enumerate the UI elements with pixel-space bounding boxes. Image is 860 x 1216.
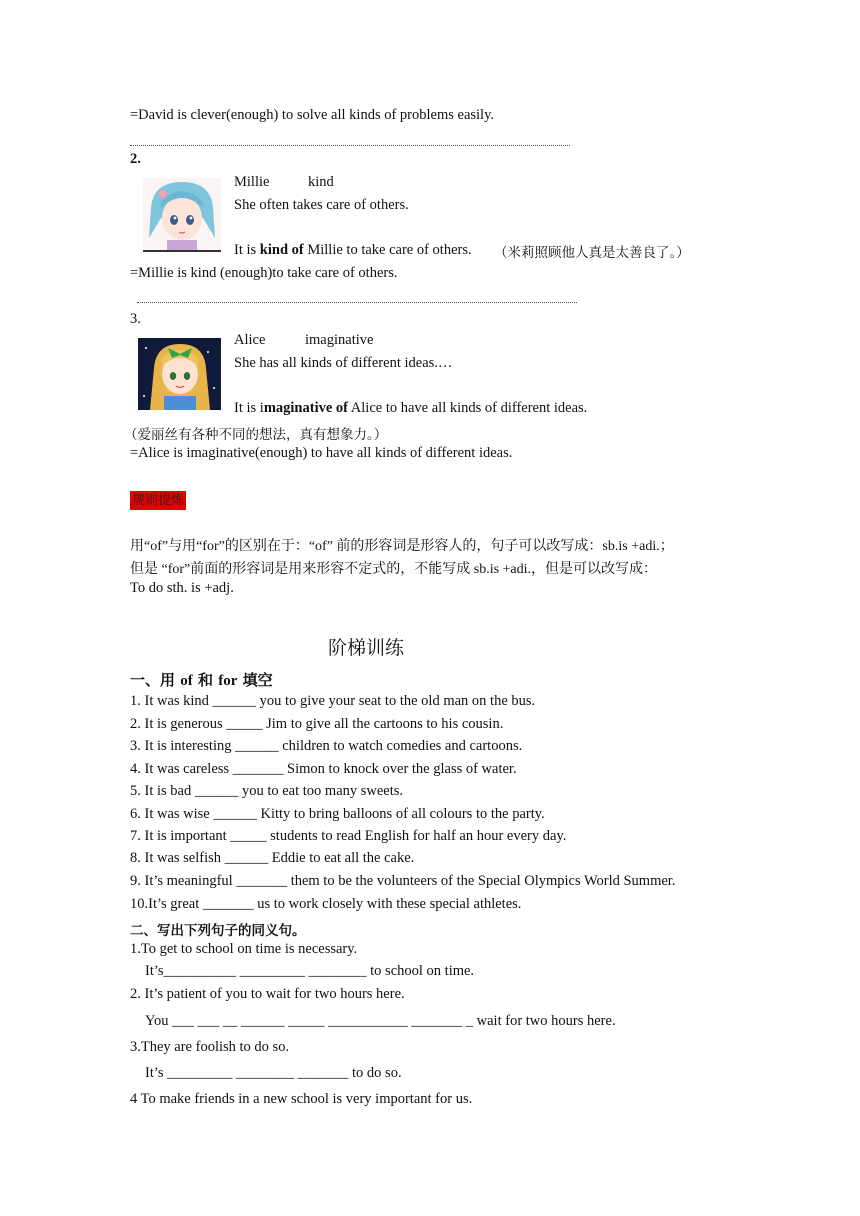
sentence-bold-part: maginative of xyxy=(263,400,348,416)
rule-label: 规则提炼 xyxy=(132,493,185,508)
alice-portrait xyxy=(138,338,221,410)
exercise-item-9: 9. It’s meaningful _______ them to be the volunteers of the Special Olympics World Summer. xyxy=(130,873,676,889)
example-3-translation: （爱丽丝有各种不同的想法，真有想象力。） xyxy=(124,427,388,443)
example-2-equivalent: =Millie is kind (enough)to take care of others. xyxy=(130,265,398,281)
example-3-description: She has all kinds of different ideas.… xyxy=(234,355,453,371)
rule-line-1: 用“of”与用“for”的区别在于：“of” 前的形容词是形容人的，句子可以改写成：sb.is +adi.； xyxy=(130,539,674,554)
exercise-item-3: 3. It is interesting ______ children to watch comedies and cartoons. xyxy=(130,738,523,754)
rule-line-3: To do sth. is +adj. xyxy=(130,580,234,596)
example-3-name: Alice xyxy=(234,332,266,348)
example-3-equivalent: =Alice is imaginative(enough) to have all kinds of different ideas. xyxy=(130,445,513,461)
rewrite-item-4: 4 To make friends in a new school is very important for us. xyxy=(130,1091,473,1107)
part-1-title-of: of xyxy=(180,673,193,689)
example-3-adjective: imaginative xyxy=(305,332,374,348)
part-1-title-for: for xyxy=(218,673,238,689)
part-1-title xyxy=(130,669,273,690)
example-2-adjective: kind xyxy=(308,174,334,190)
example-2-number: 2. xyxy=(130,151,141,167)
rewrite-item-3: 3.They are foolish to do so. xyxy=(130,1039,290,1055)
rewrite-answer-1: It’s__________ _________ ________ to school on time. xyxy=(145,963,475,979)
rewrite-answer-3: It’s _________ ________ _______ to do so. xyxy=(145,1065,402,1081)
exercise-item-6: 6. It was wise ______ Kitty to bring balloons of all colours to the party. xyxy=(130,806,545,822)
sentence-part: It is i xyxy=(234,400,264,416)
example-2-description: She often takes care of others. xyxy=(234,197,409,213)
part-1-title-text: 填空 xyxy=(242,671,273,689)
example-2-name: Millie xyxy=(234,174,270,190)
rule-badge xyxy=(130,489,186,509)
part-1-title-text: 一、用 xyxy=(130,671,176,689)
part-2-title: 二、写出下列句子的同义句。 xyxy=(130,923,306,939)
exercise-item-4: 4. It was careless _______ Simon to knock over the glass of water. xyxy=(130,761,517,777)
rewrite-item-2: 2. It’s patient of you to wait for two hours here. xyxy=(130,986,405,1002)
example-2-translation: （米莉照顾他人真是太善良了。） xyxy=(494,245,690,261)
rewrite-item-1: 1.To get to school on time is necessary. xyxy=(130,941,358,957)
part-1-title-text: 和 xyxy=(197,671,213,689)
divider xyxy=(130,145,570,146)
example-3-number: 3. xyxy=(130,311,141,327)
millie-portrait xyxy=(143,178,221,252)
exercise-item-2: 2. It is generous _____ Jim to give all the cartoons to his cousin. xyxy=(130,716,504,732)
rule-line-2: 但是 “for”前面的形容词是用来形容不定式的，不能写成 sb.is +adi.，但是可以改写成： xyxy=(130,562,658,577)
section-heading: 阶梯训练 xyxy=(328,637,405,659)
divider xyxy=(137,302,577,303)
example-1-equivalent: =David is clever(enough) to solve all kinds of problems easily. xyxy=(130,107,495,123)
exercise-item-1: 1. It was kind ______ you to give your seat to the old man on the bus. xyxy=(130,693,536,709)
exercise-item-5: 5. It is bad ______ you to eat too many sweets. xyxy=(130,783,404,799)
sentence-part: It is xyxy=(234,242,260,258)
sentence-bold-part: kind of xyxy=(259,242,304,258)
sentence-part: Alice to have all kinds of different ideas. xyxy=(347,400,588,416)
exercise-item-10: 10.It’s great _______ us to work closely with these special athletes. xyxy=(130,896,522,912)
exercise-item-8: 8. It was selfish ______ Eddie to eat all the cake. xyxy=(130,850,415,866)
example-3-sentence xyxy=(234,400,587,417)
example-2-sentence xyxy=(234,242,472,259)
sentence-part: Millie to take care of others. xyxy=(303,242,472,258)
rewrite-answer-2: You ___ ___ __ ______ _____ ___________ _______ _ wait for two hours here. xyxy=(145,1013,616,1029)
exercise-item-7: 7. It is important _____ students to read English for half an hour every day. xyxy=(130,828,567,844)
